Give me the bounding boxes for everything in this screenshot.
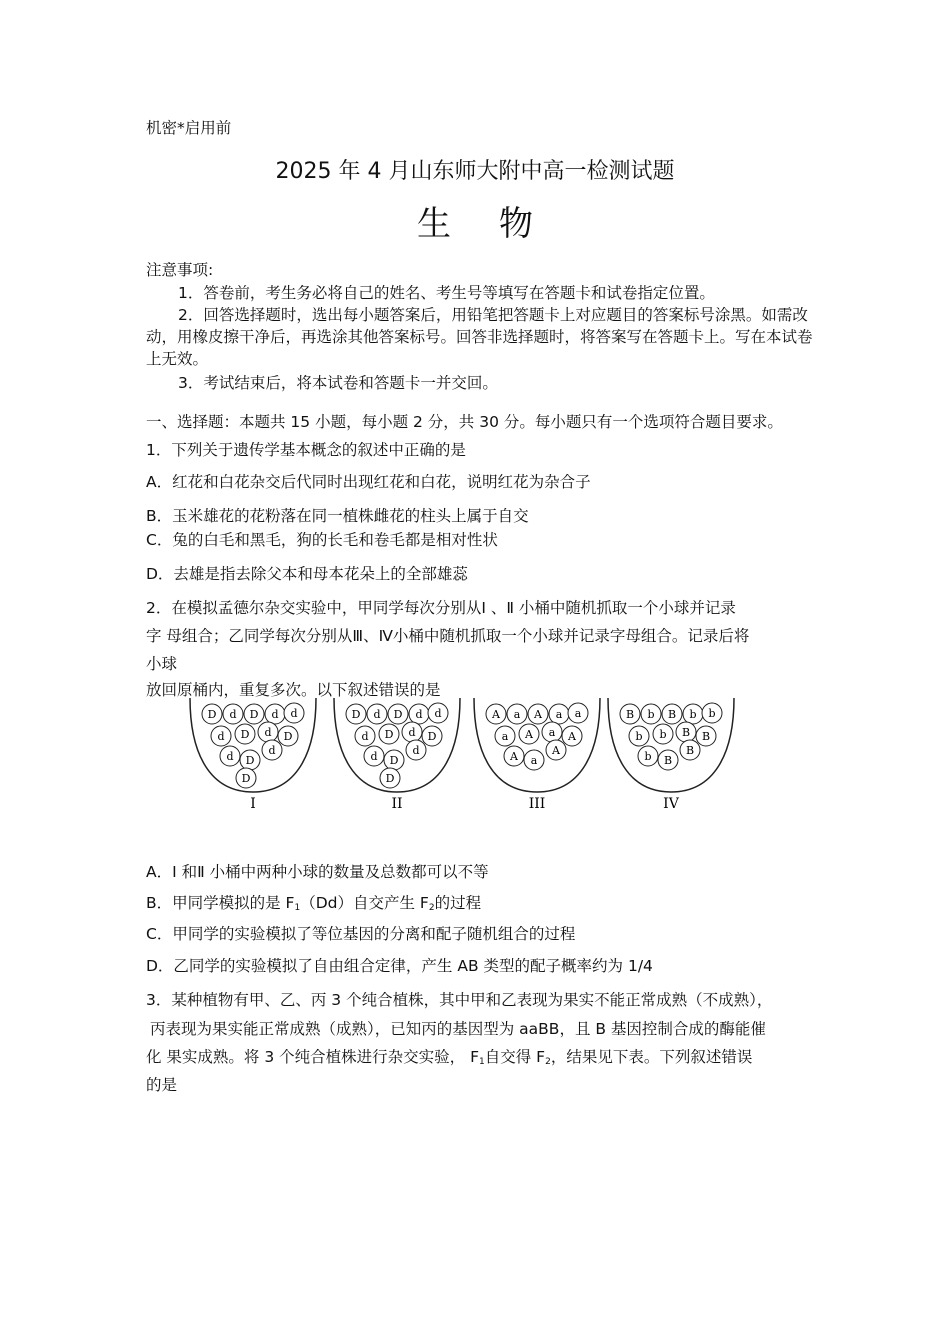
ball-label: d [264, 726, 272, 739]
q2-option-b: B．甲同学模拟的是 $F_1(Dd)$自交产生 $F_2$的过程 [146, 894, 482, 913]
ball-label: B [685, 744, 695, 757]
notice-item-2: 2．回答选择题时，选出每小题答案后，用铅笔把答题卡上对应题目的答案标号涂黑。如需改动，用橡皮擦干净后，再选涂其他答案标号。回答非选择题时，将答案写在答题卡上。写在本试卷上无效。 [146, 306, 813, 368]
ball-label: a [501, 730, 509, 743]
ball-label: D [240, 728, 250, 741]
notice-item-3: 3．考试结束后，将本试卷和答题卡一并交回。 [178, 374, 498, 392]
bucket-1 [190, 698, 316, 810]
ball-label: d [370, 750, 378, 763]
q1-option-c: C．兔的白毛和黑毛，狗的长毛和卷毛都是相对性状 [146, 531, 498, 549]
exam-title: 2025 年 4 月山东师大附中高一检测试题 [275, 159, 675, 184]
q2-option-c: C．甲同学的实验模拟了等位基因的分离和配子随机组合的过程 [146, 925, 576, 943]
notice-item-1: 1．答卷前，考生务必将自己的姓名、考生号等填写在答题卡和试卷指定位置。 [178, 284, 715, 302]
ball-label: D [384, 728, 394, 741]
ball-label: d [408, 726, 416, 739]
q3-line-3: 化 果实成熟。将 3 个纯合植株进行杂交实验， $F_1$自交得 $F_2$，结果见下表。下列叙述错误 [146, 1048, 753, 1067]
q3-line-2: 丙表现为果实能正常成熟（成熟），已知丙的基因型为 aaBB，且 B 基因控制合成的酶能催 [150, 1020, 766, 1038]
ball-label: d [271, 708, 279, 721]
ball-label: d [415, 708, 423, 721]
bucket-label: II [391, 796, 403, 810]
ball-label: B [701, 730, 711, 743]
q1-stem: 1．下列关于遗传学基本概念的叙述中正确的是 [146, 441, 466, 459]
bucket-label: IV [663, 796, 679, 810]
ball-label: D [427, 730, 437, 743]
ball-label: B [625, 708, 635, 721]
bucket-label: I [250, 796, 256, 810]
ball-label: d [217, 730, 225, 743]
notice-heading: 注意事项: [146, 261, 214, 279]
confidential-label: 机密*启用前 [146, 119, 232, 137]
ball-label: b [635, 730, 643, 743]
ball-label: B [667, 708, 677, 721]
ball-label: a [555, 708, 563, 721]
ball-label: a [530, 754, 538, 767]
ball-label: A [552, 744, 560, 757]
ball-label: D [385, 772, 395, 785]
ball-label: D [249, 708, 259, 721]
ball-label: D [351, 708, 361, 721]
ball-label: a [513, 708, 521, 721]
ball-label: D [389, 754, 399, 767]
ball-label: B [663, 754, 673, 767]
ball-label: d [412, 744, 420, 757]
ball-label: b [644, 750, 652, 763]
bucket-3 [474, 698, 600, 810]
q1-option-d: D．去雄是指去除父本和母本花朵上的全部雄蕊 [146, 565, 468, 583]
q2-stem-line-1: 2．在模拟孟德尔杂交实验中，甲同学每次分别从Ⅰ 、Ⅱ 小桶中随机抓取一个小球并记录 [146, 599, 736, 617]
ball-label: d [290, 707, 298, 720]
bucket-2 [334, 698, 460, 810]
ball-label: D [393, 708, 403, 721]
ball-label: b [647, 708, 655, 721]
q3-line-4: 的是 [146, 1076, 178, 1094]
ball-label: d [268, 744, 276, 757]
q2-option-a: A．Ⅰ 和Ⅱ 小桶中两种小球的数量及总数都可以不等 [146, 863, 489, 881]
ball-label: b [659, 728, 667, 741]
ball-label: b [689, 708, 697, 721]
ball-label: a [574, 707, 582, 720]
q2-stem-line-4: 放回原桶内，重复多次。以下叙述错误的是 [146, 681, 441, 699]
q3-line-1: 3．某种植物有甲、乙、丙 3 个纯合植株，其中甲和乙表现为果实不能正常成熟（不成熟）， [146, 991, 773, 1009]
q2-stem-line-3: 小球 [146, 655, 178, 673]
ball-label: D [283, 730, 293, 743]
ball-label: D [245, 754, 255, 767]
subject-title: 生物 [417, 204, 581, 244]
bucket-label: III [528, 796, 546, 810]
ball-label: d [434, 707, 442, 720]
ball-label: d [361, 730, 369, 743]
q2-stem-line-2: 字 母组合；乙同学每次分别从Ⅲ、Ⅳ小桶中随机抓取一个小球并记录字母组合。记录后将 [146, 627, 750, 645]
ball-label: A [568, 730, 576, 743]
bucket-4 [608, 698, 734, 810]
ball-label: A [534, 708, 542, 721]
ball-label: d [226, 750, 234, 763]
ball-label: d [373, 708, 381, 721]
q2-option-d: D．乙同学的实验模拟了自由组合定律，产生 AB 类型的配子概率约为 1/4 [146, 957, 653, 975]
q1-option-a: A．红花和白花杂交后代同时出现红花和白花，说明红花为杂合子 [146, 473, 591, 491]
ball-label: A [492, 708, 500, 721]
ball-label: B [681, 726, 691, 739]
ball-label: A [525, 728, 533, 741]
ball-label: a [548, 726, 556, 739]
ball-label: d [229, 708, 237, 721]
ball-label: b [708, 707, 716, 720]
ball-label: D [241, 772, 251, 785]
ball-label: D [207, 708, 217, 721]
q1-option-b: B．玉米雄花的花粉落在同一植株雌花的柱头上属于自交 [146, 507, 529, 525]
section-heading: 一、选择题：本题共 15 小题，每小题 2 分，共 30 分。每小题只有一个选项符合题目要求。 [146, 413, 783, 431]
ball-label: A [510, 750, 518, 763]
bucket-figure [180, 694, 740, 810]
